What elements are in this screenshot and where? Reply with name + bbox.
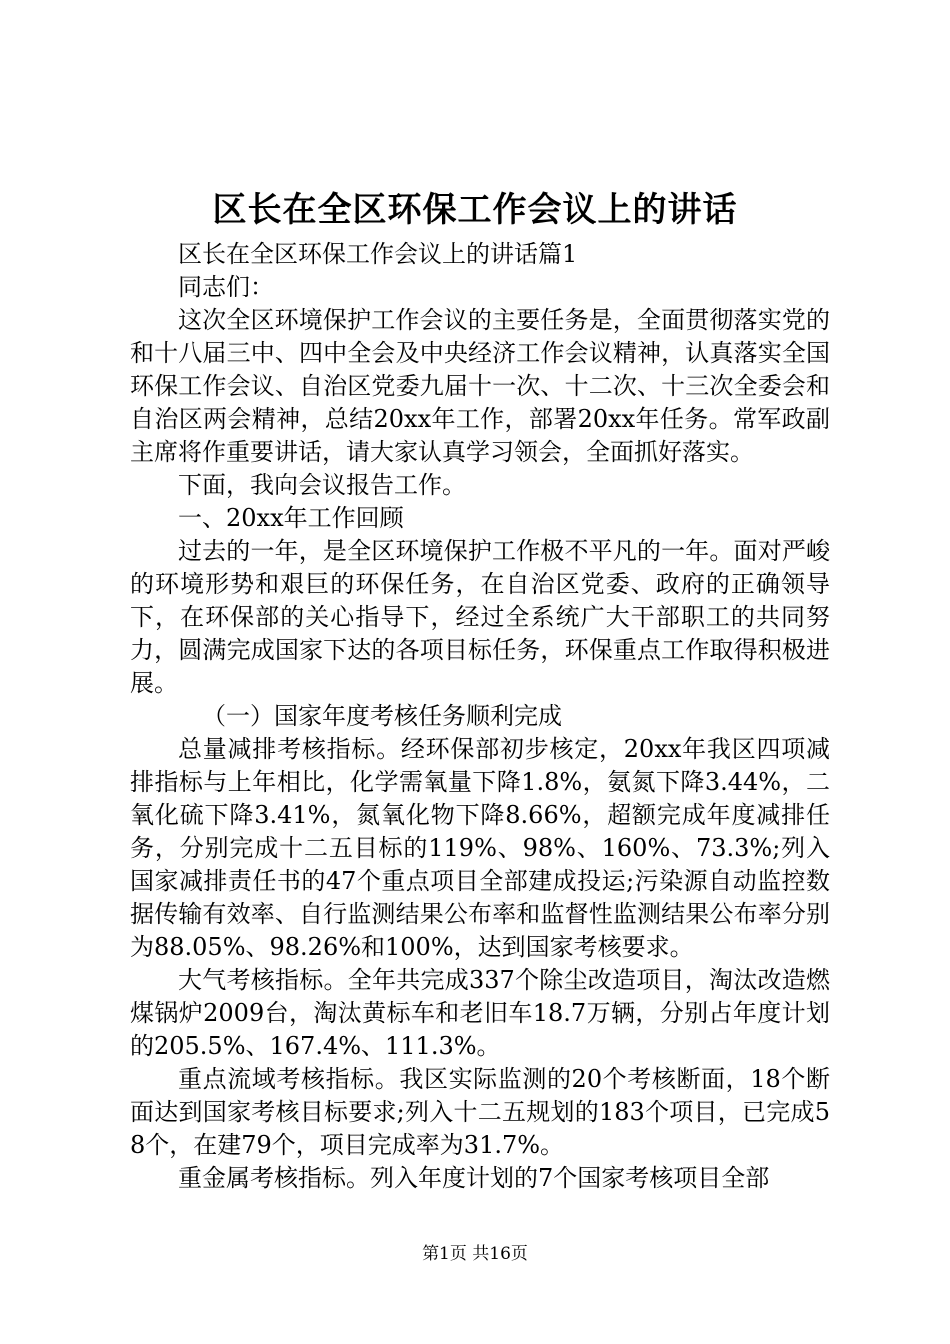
subsection-heading: （一）国家年度考核任务顺利完成: [202, 702, 562, 730]
paragraph-greeting: 同志们：: [178, 273, 274, 301]
paragraph-heading: 区长在全区环保工作会议上的讲话篇1: [178, 240, 578, 268]
paragraph-watershed: 重点流域考核指标。我区实际监测的20个考核断面，18个断面达到国家考核目标要求;列入十二五规划的183个项目，已完成58个，在建79个，项目完成率为31.7%。: [130, 1065, 830, 1159]
paragraph-review: 过去的一年，是全区环境保护工作极不平凡的一年。面对严峻的环境形势和艰巨的环保任务，在自治区党委、政府的正确领导下，在环保部的关心指导下，经过全系统广大干部职工的共同努力，圆满完成国家下达的各项目标任务，环保重点工作取得积极进展。: [130, 537, 830, 697]
section-heading: 一、20xx年工作回顾: [178, 504, 404, 532]
paragraph-intro: 这次全区环境保护工作会议的主要任务是，全面贯彻落实党的和十八届三中、四中全会及中央经济工作会议精神，认真落实全国环保工作会议、自治区党委九届十一次、十二次、十三次全委会和自治区两会精神，总结20xx年工作，部署20xx年任务。常军政副主席将作重要讲话，请大家认真学习领会，全面抓好落实。: [130, 306, 830, 466]
document-title: 区长在全区环保工作会议上的讲话: [212, 190, 738, 230]
page-number: 第1页 共16页: [422, 1244, 528, 1264]
paragraph-report: 下面，我向会议报告工作。: [178, 471, 466, 499]
paragraph-emissions: 总量减排考核指标。经环保部初步核定，20xx年我区四项减排指标与上年相比，化学需氧量下降1.8%，氨氮下降3.44%，二氧化硫下降3.41%，氮氧化物下降8.66%，超额完成年度减排任务，分别完成十二五目标的119%、98%、160%、73.3%;列入国家减排责任书的47个重点项目全部建成投运;污染源自动监控数据传输有效率、自行监测结果公布率和监督性监测结果公布率分别为88.05%、98.26%和100%，达到国家考核要求。: [130, 735, 830, 961]
paragraph-air: 大气考核指标。全年共完成337个除尘改造项目，淘汰改造燃煤锅炉2009台，淘汰黄标车和老旧车18.7万辆，分别占年度计划的205.5%、167.4%、111.3%。: [130, 966, 830, 1060]
document-body: [130, 238, 830, 1195]
paragraph-heavy-metal: 重金属考核指标。列入年度计划的7个国家考核项目全部: [178, 1164, 770, 1192]
